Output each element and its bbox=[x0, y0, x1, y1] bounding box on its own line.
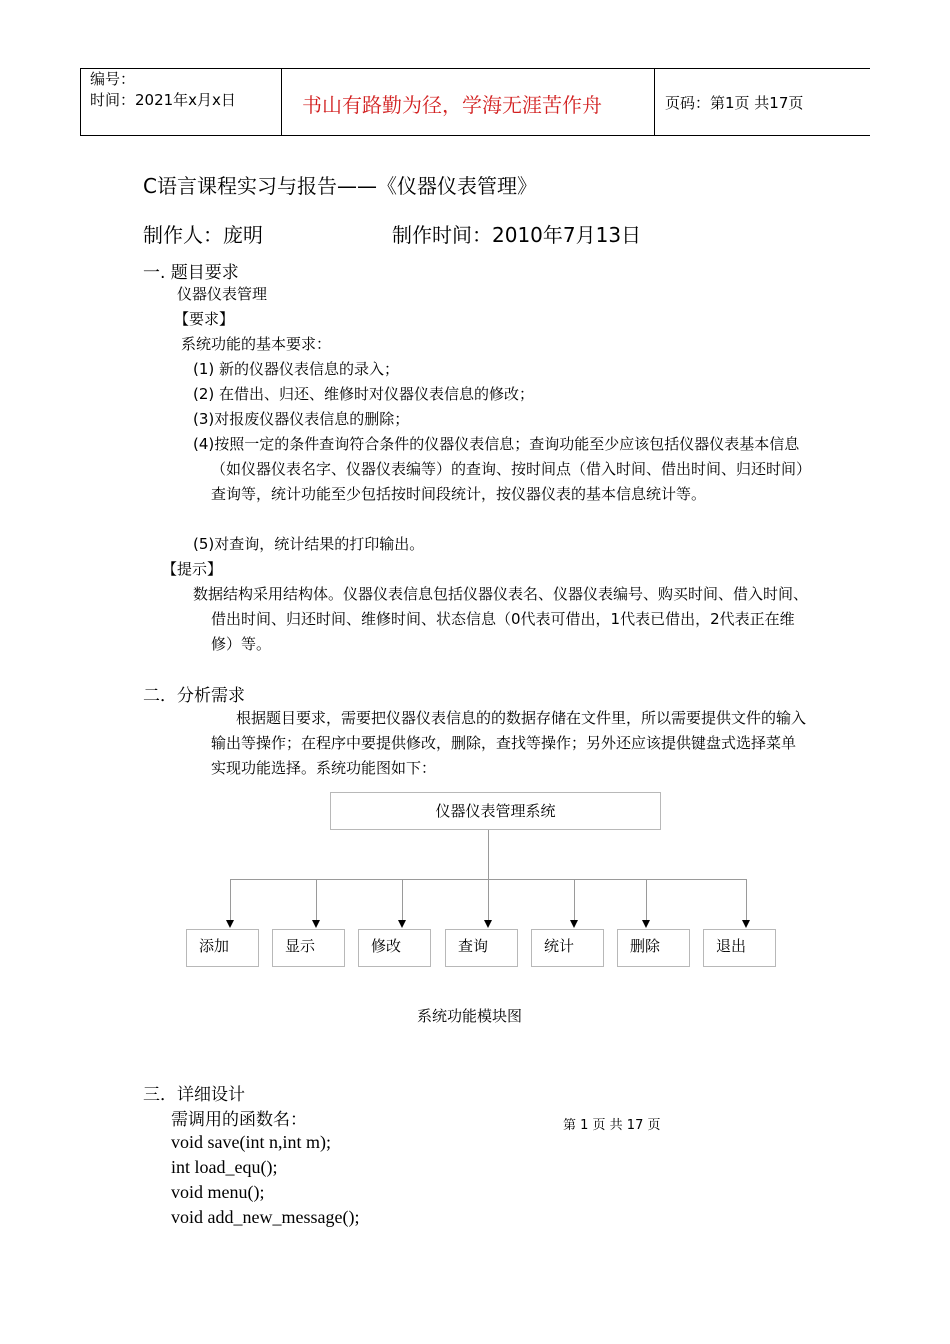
requirement-item-3: (3)对报废仪器仪表信息的删除； bbox=[193, 410, 410, 428]
connector-line bbox=[230, 879, 231, 920]
header-page-label: 页码：第1页 共17页 bbox=[665, 94, 804, 112]
basic-requirements: 系统功能的基本要求： bbox=[181, 335, 332, 353]
arrow-down-icon bbox=[642, 920, 650, 928]
header-top-border bbox=[80, 68, 870, 69]
hint-text: 数据结构采用结构体。仪器仪表信息包括仪器仪表名、仪器仪表编号、购买时间、借入时间、借出时间、归还时间、维修时间、状态信息（0代表可借出，1代表已借出，2代表正在维修）等。 bbox=[193, 585, 809, 653]
module-query-label: 查询 bbox=[458, 937, 489, 955]
arrow-down-icon bbox=[398, 920, 406, 928]
connector-line bbox=[646, 879, 647, 920]
module-query-box bbox=[445, 929, 518, 967]
module-modify-box bbox=[358, 929, 431, 967]
doc-date-label: 时间：2021年x月x日 bbox=[90, 91, 236, 109]
connector-line bbox=[402, 879, 403, 920]
module-delete-box bbox=[617, 929, 690, 967]
hint-label: 【提示】 bbox=[162, 560, 223, 578]
function-signature: int load_equ(); bbox=[171, 1157, 278, 1177]
requirement-item-2: (2) 在借出、归还、维修时对仪器仪表信息的修改； bbox=[193, 385, 535, 403]
function-signature: void save(int n,int m); bbox=[171, 1132, 331, 1152]
module-show-label: 显示 bbox=[285, 937, 316, 955]
module-exit-label: 退出 bbox=[716, 937, 747, 955]
diagram-root-label: 仪器仪表管理系统 bbox=[435, 802, 556, 820]
module-stats-box bbox=[531, 929, 604, 967]
made-time-line: 制作时间：2010年7月13日 bbox=[392, 223, 642, 247]
arrow-down-icon bbox=[226, 920, 234, 928]
section1-heading: 一. 题目要求 bbox=[143, 263, 239, 283]
connector-line bbox=[488, 879, 489, 920]
diagram-caption: 系统功能模块图 bbox=[417, 1007, 523, 1025]
footer-page-number: 第 1 页 共 17 页 bbox=[563, 1118, 661, 1133]
section2-heading: 二．分析需求 bbox=[143, 686, 245, 706]
module-add-label: 添加 bbox=[199, 937, 230, 955]
arrow-down-icon bbox=[484, 920, 492, 928]
function-signature: void add_new_message(); bbox=[171, 1207, 360, 1227]
module-delete-label: 删除 bbox=[630, 937, 661, 955]
arrow-down-icon bbox=[742, 920, 750, 928]
function-signature: void menu(); bbox=[171, 1182, 265, 1202]
requirement-label: 【要求】 bbox=[174, 310, 235, 328]
module-stats-label: 统计 bbox=[544, 937, 575, 955]
arrow-down-icon bbox=[312, 920, 320, 928]
function-list-title: 需调用的函数名： bbox=[171, 1110, 307, 1130]
arrow-down-icon bbox=[570, 920, 578, 928]
header-divider-1 bbox=[281, 68, 282, 136]
topic-name: 仪器仪表管理 bbox=[177, 285, 268, 303]
requirement-item-1: (1) 新的仪器仪表信息的录入； bbox=[193, 360, 400, 378]
header-divider-2 bbox=[654, 68, 655, 136]
connector-line bbox=[316, 879, 317, 920]
module-add-box bbox=[186, 929, 259, 967]
module-exit-box bbox=[703, 929, 776, 967]
section3-heading: 三．详细设计 bbox=[143, 1085, 245, 1105]
header-bottom-border bbox=[80, 135, 870, 136]
module-show-box bbox=[272, 929, 345, 967]
connector-line bbox=[746, 879, 747, 920]
module-modify-label: 修改 bbox=[371, 937, 402, 955]
analysis-paragraph: 根据题目要求，需要把仪器仪表信息的的数据存储在文件里，所以需要提供文件的输入输出等操作；在程序中要提供修改，删除，查找等操作；另外还应该提供键盘式选择菜单实现功能选择。系统功能图如下： bbox=[211, 709, 807, 777]
document-title: C语言课程实习与报告——《仪器仪表管理》 bbox=[143, 174, 537, 198]
doc-number-label: 编号： bbox=[90, 70, 136, 88]
diagram-root-box bbox=[330, 792, 661, 830]
author-line: 制作人：庞明 bbox=[143, 223, 263, 247]
requirement-item-4: (4)按照一定的条件查询符合条件的仪器仪表信息；查询功能至少应该包括仪器仪表基本信息（如仪器仪表名字、仪器仪表编等）的查询、按时间点（借入时间、借出时间、归还时间）查询等，统计功能至少包括按时间段统计，按仪器仪表的基本信息统计等。 bbox=[193, 435, 812, 503]
diagram-trunk-line bbox=[488, 830, 489, 880]
connector-line bbox=[574, 879, 575, 920]
header-left-border bbox=[80, 68, 81, 136]
header-motto: 书山有路勤为径，学海无涯苦作舟 bbox=[302, 93, 602, 117]
requirement-item-5: (5)对查询，统计结果的打印输出。 bbox=[193, 535, 425, 553]
